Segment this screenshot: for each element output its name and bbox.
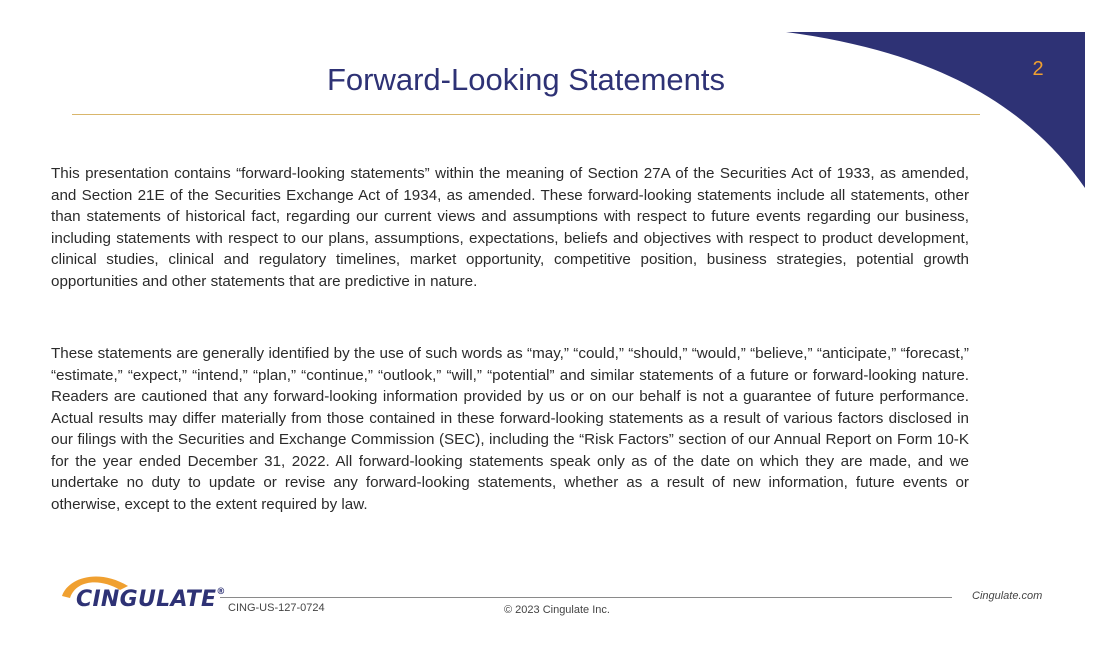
document-code: CING-US-127-0724 — [228, 602, 325, 614]
logo-text: CINGULATE — [76, 587, 217, 612]
registered-mark: ® — [216, 587, 226, 597]
paragraph-1: This presentation contains “forward-looking statements” within the meaning of Section 27A of the Securities Act of 1933, as amended, and Section 21E of the Securities Exchange Act of 1934, as amended. These forward-looking statements include all statements, other than statements of historical fact, regarding our current views and assumptions with respect to future events regarding our business, including statements with respect to our plans, assumptions, expectations, beliefs and objectives with respect to product development, clinical studies, clinical and regulatory timelines, market opportunity, competitive position, business strategies, potential growth opportunities and other statements that are predictive in nature. — [51, 165, 969, 290]
copyright-notice: © 2023 Cingulate Inc. — [504, 604, 610, 616]
title-divider — [72, 114, 980, 115]
slide-title: Forward-Looking Statements — [326, 62, 726, 97]
paragraph-2: These statements are generally identified by the use of such words as “may,” “could,” “should,” “would,” “believe,” “anticipate,” “forecast,” “estimate,” “expect,” “intend,” “plan,” “continue,” “outlook,” “will,” “potential” and similar statements of a future or forward-looking nature. Readers are cautioned that any forward-looking information provided by us or on our behalf is not a guarantee of future performance. Actual results may differ materially from those contained in these forward-looking statements as a result of various factors disclosed in our filings with the Securities and Exchange Commission (SEC), including the “Risk Factors” section of our Annual Report on Form 10-K for the year ended December 31, 2022. All forward-looking statements speak only as of the date on which they are made, and we undertake no duty to update or revise any forward-looking statements, whether as a result of new information, future events or otherwise, except to the extent required by law. — [51, 345, 969, 513]
website-link[interactable]: Cingulate.com — [972, 590, 1043, 602]
footer-divider — [220, 597, 952, 598]
company-logo — [76, 587, 226, 612]
page-number: 2 — [1032, 58, 1044, 80]
